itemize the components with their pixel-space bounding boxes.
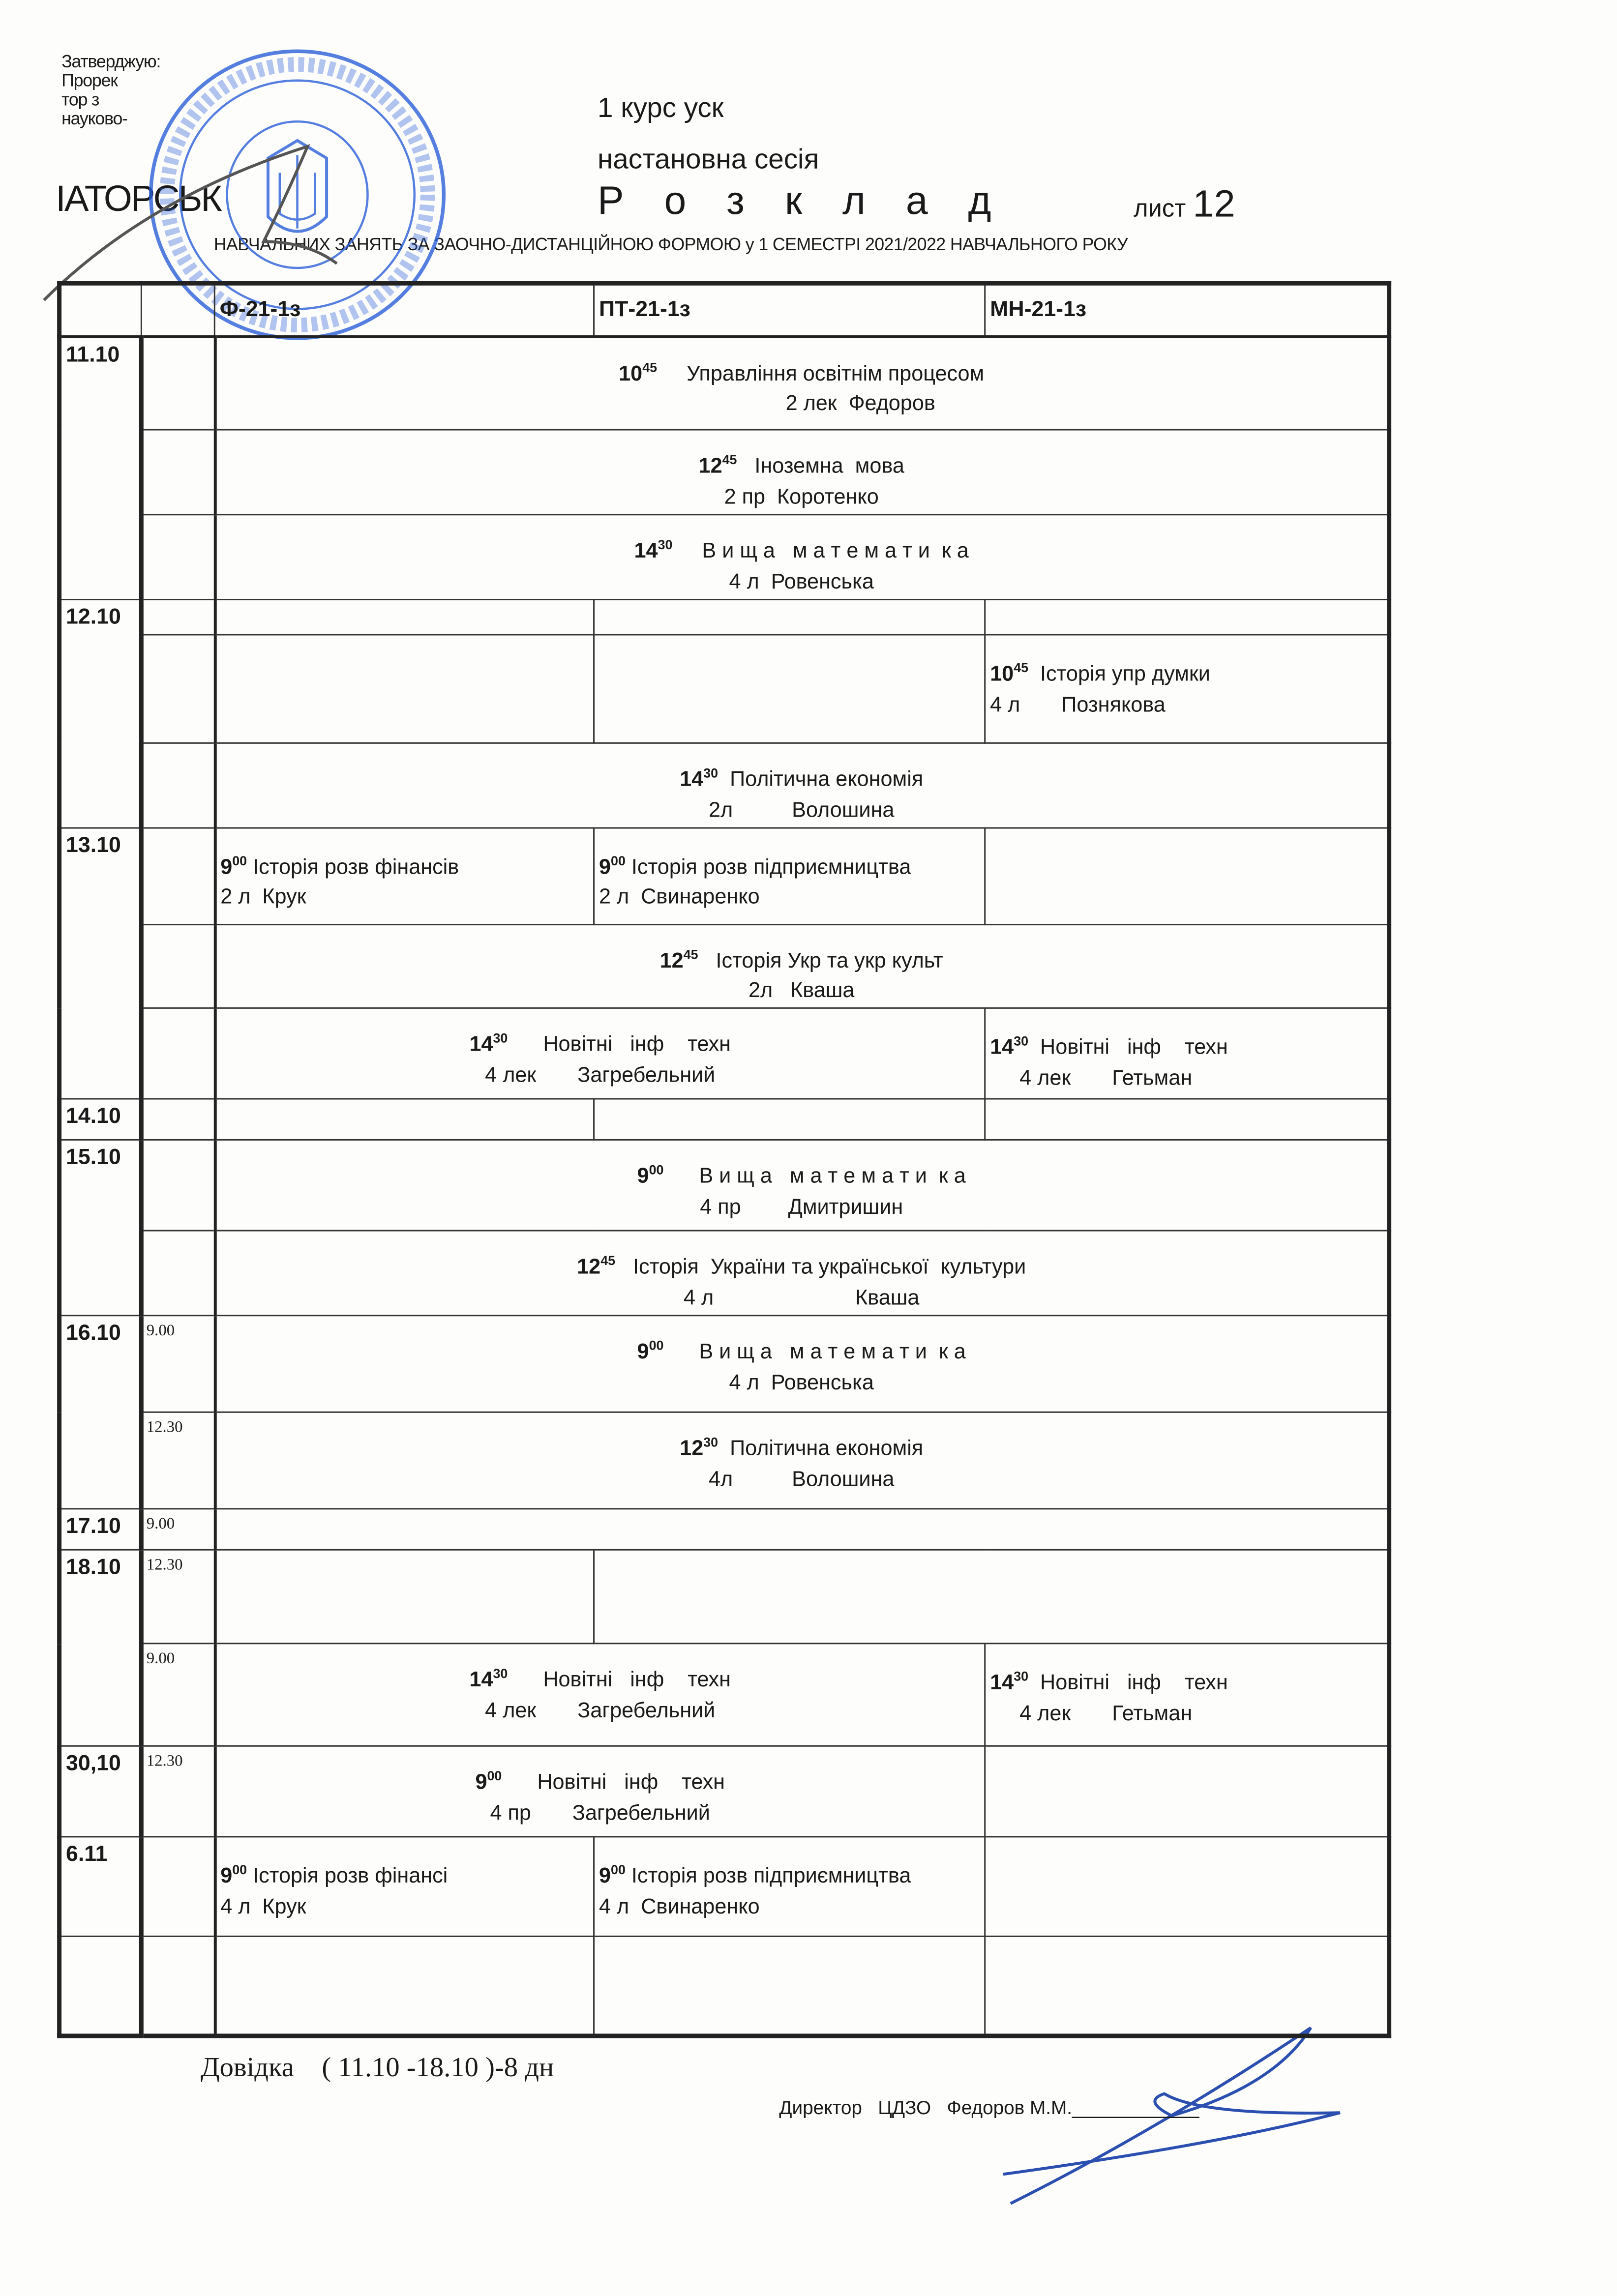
lesson-line	[220, 846, 593, 883]
empty-cell	[594, 599, 985, 634]
lesson-time: 14	[469, 1034, 493, 1058]
date-cell: 18.10	[60, 1550, 142, 1746]
group-header: ПТ-21-1з	[594, 283, 985, 336]
table-row	[60, 924, 1389, 1009]
time-cell	[141, 827, 214, 924]
lesson-details: 4 лек Гетьман	[990, 1067, 1193, 1091]
lesson-time: 12	[659, 949, 684, 973]
lesson-subject: Політична економія	[718, 1438, 924, 1462]
lesson-details: 4л Волошина	[708, 1469, 895, 1493]
time-cell	[141, 430, 214, 514]
approval-line: Прорек	[61, 70, 118, 91]
lesson-subject: В и щ а м а т е м а т и к а	[663, 1341, 966, 1365]
time-header	[141, 283, 214, 336]
lesson-details: 2 л Крук	[220, 886, 306, 910]
lesson-subject: Історія розв підприємництва	[625, 1865, 911, 1889]
lesson-cell	[594, 1837, 985, 1937]
lesson-cell	[214, 1141, 1389, 1232]
lesson-line	[216, 1659, 984, 1697]
table-row	[60, 634, 1389, 742]
empty-cell	[214, 634, 594, 742]
time-cell	[141, 1937, 214, 2036]
lesson-details: 4 лек Загребельний	[485, 1064, 716, 1089]
lesson-cell	[214, 1746, 985, 1837]
lesson-time-minutes: 00	[649, 1163, 664, 1178]
date-cell	[60, 1937, 142, 2036]
date-cell: 15.10	[60, 1141, 142, 1316]
document-title: Р о з к л а д	[598, 178, 1006, 223]
table-row	[60, 336, 1389, 430]
time-cell: 9.00	[141, 1509, 214, 1550]
lesson-time-minutes: 00	[649, 1338, 664, 1354]
lesson-time-minutes: 30	[1014, 1034, 1029, 1049]
lesson-details: 4 пр Загребельний	[490, 1802, 710, 1826]
date-cell: 16.10	[60, 1316, 142, 1509]
lesson-details: 2 л Свинаренко	[599, 886, 760, 910]
lesson-subject: Новітні інф техн	[1028, 1672, 1228, 1696]
lesson-line	[599, 883, 984, 914]
lesson-cell	[214, 1009, 985, 1100]
date-cell: 14.10	[60, 1099, 142, 1140]
lesson-line	[216, 352, 1387, 390]
lesson-time-minutes: 00	[487, 1769, 502, 1784]
lesson-cell	[214, 827, 594, 924]
lesson-line	[216, 1428, 1387, 1466]
sheet-number	[1134, 181, 1235, 227]
empty-cell	[594, 1550, 1389, 1644]
lesson-line	[216, 530, 1387, 568]
lesson-details: 2 пр Коротенко	[724, 486, 879, 509]
lesson-line	[216, 1156, 1387, 1194]
lesson-line	[216, 483, 1387, 514]
lesson-line	[216, 1024, 984, 1062]
lesson-cell	[214, 743, 1389, 827]
lesson-line	[599, 846, 984, 883]
time-cell: 9.00	[141, 1316, 214, 1413]
lesson-subject: Історія Укр та укр культ	[698, 949, 943, 973]
lesson-cell	[214, 1316, 1389, 1413]
lesson-details: 2л Волошина	[708, 798, 895, 823]
time-cell	[141, 599, 214, 634]
lesson-subject: В и щ а м а т е м а т и к а	[672, 539, 969, 563]
lesson-details: 2 лек Федоров	[667, 393, 935, 416]
sheet-value: 12	[1193, 181, 1235, 226]
lesson-time-minutes: 00	[232, 853, 247, 868]
note: Довідка ( 11.10 -18.10 )-8 дн	[200, 2053, 554, 2084]
schedule-table	[57, 281, 1391, 2039]
lesson-time-minutes: 00	[611, 853, 626, 868]
lesson-line	[216, 1762, 984, 1799]
table-row	[60, 514, 1389, 599]
table-row	[60, 430, 1389, 514]
lesson-cell	[214, 1644, 985, 1746]
date-cell: 12.10	[60, 599, 142, 827]
lesson-time-minutes: 30	[703, 1435, 719, 1450]
lesson-time: 9	[599, 1865, 611, 1889]
lesson-time-minutes: 45	[722, 452, 737, 467]
lesson-subject: Політична економія	[718, 768, 924, 792]
lesson-cell	[594, 827, 985, 924]
time-cell: 12.30	[141, 1550, 214, 1644]
table-row	[60, 599, 1389, 634]
empty-cell	[594, 634, 985, 742]
lesson-line	[599, 1893, 984, 1924]
empty-cell	[214, 1550, 594, 1644]
lesson-subject: Історія розв підприємництва	[625, 855, 911, 880]
sheet-label: лист	[1133, 195, 1186, 223]
lesson-time: 14	[634, 539, 658, 563]
lesson-line	[216, 758, 1387, 796]
date-header	[60, 283, 142, 336]
lesson-subject: Історія розв фінансі	[247, 1865, 448, 1889]
time-cell	[141, 1009, 214, 1100]
table-row	[60, 1009, 1389, 1100]
lesson-line	[216, 445, 1387, 483]
lesson-time: 9	[220, 1865, 233, 1889]
lesson-cell	[214, 336, 1389, 430]
lesson-line	[599, 1855, 984, 1893]
lesson-line	[216, 1466, 1387, 1497]
director-signature-line: Директор ЦДЗО Федоров М.М.____________	[779, 2096, 1199, 2119]
time-cell	[141, 1231, 214, 1316]
lesson-cell	[985, 1009, 1389, 1100]
lesson-subject: Іноземна мова	[737, 455, 904, 479]
group-header: Ф-21-1з	[214, 283, 594, 336]
lesson-line	[220, 1855, 593, 1893]
lesson-subject: Історія України та української культури	[615, 1257, 1026, 1280]
empty-cell	[594, 1099, 985, 1140]
document-subtitle: НАВЧАЛЬНИХ ЗАНЯТЬ ЗА ЗАОЧНО-ДИСТАНЦІЙНОЮ ФОРМОЮ у 1 СЕМЕСТРІ 2021/2022 НАВЧАЛЬНОГО РОКУ	[213, 234, 1128, 255]
table-row	[60, 1509, 1389, 1550]
empty-cell	[985, 599, 1389, 634]
lesson-line	[216, 1194, 1387, 1225]
empty-cell	[214, 599, 594, 634]
header-row	[60, 283, 1389, 336]
lesson-time-minutes: 30	[1014, 1669, 1029, 1684]
table-row	[60, 1141, 1389, 1232]
lesson-line	[216, 567, 1387, 598]
approval-line: тор з	[61, 89, 99, 110]
time-cell: 12.30	[141, 1413, 214, 1509]
lesson-line	[216, 1697, 984, 1728]
lesson-time: 9	[637, 1166, 649, 1190]
lesson-line	[216, 940, 1387, 977]
lesson-line	[990, 1700, 1387, 1731]
lesson-time-minutes: 30	[493, 1031, 508, 1046]
lesson-line	[990, 653, 1387, 691]
lesson-subject: Управління освітнім процесом	[657, 362, 985, 386]
lesson-line	[216, 1799, 984, 1830]
empty-cell	[985, 1746, 1389, 1837]
lesson-time: 14	[469, 1669, 493, 1693]
session-label: настановна сесія	[598, 145, 819, 176]
lesson-cell	[214, 1837, 594, 1937]
lesson-details: 4 л Познякова	[990, 693, 1166, 717]
lesson-time: 9	[220, 855, 233, 880]
lesson-subject: Новітні інф техн	[1028, 1037, 1228, 1061]
lesson-time-minutes: 30	[703, 765, 719, 780]
lesson-line	[990, 1027, 1387, 1065]
empty-cell	[985, 1937, 1389, 2036]
empty-cell	[985, 827, 1389, 924]
lesson-line	[220, 1893, 593, 1924]
date-cell: 11.10	[60, 336, 142, 599]
table-row	[60, 1937, 1389, 2036]
lesson-line	[990, 1662, 1387, 1700]
lesson-line	[990, 1065, 1387, 1096]
time-cell	[141, 743, 214, 827]
lesson-details: 4 л Ровенська	[729, 1372, 874, 1396]
lesson-time-minutes: 45	[600, 1254, 616, 1269]
lesson-time: 12	[698, 455, 722, 479]
table-row	[60, 1644, 1389, 1746]
organization-name: ІАТОРСЬК	[56, 178, 221, 220]
lesson-details: 4 лек Гетьман	[990, 1703, 1193, 1727]
table-row	[60, 1746, 1389, 1837]
lesson-cell	[985, 634, 1389, 742]
empty-cell	[214, 1099, 594, 1140]
table-row	[60, 1099, 1389, 1140]
lesson-time: 14	[990, 1037, 1014, 1061]
lesson-line	[216, 1369, 1387, 1400]
lesson-details: 4 пр Дмитришин	[700, 1196, 903, 1220]
lesson-time: 14	[680, 768, 704, 792]
approval-line: Затверджую:	[61, 51, 161, 72]
lesson-line	[216, 1331, 1387, 1369]
lesson-cell	[214, 1413, 1389, 1509]
empty-cell	[214, 1937, 594, 2036]
lesson-time: 12	[680, 1438, 704, 1462]
lesson-time: 10	[990, 663, 1014, 686]
lesson-subject: Новітні інф техн	[508, 1034, 731, 1058]
lesson-cell	[214, 924, 1389, 1009]
lesson-time-minutes: 30	[493, 1666, 508, 1681]
group-header: МН-21-1з	[985, 283, 1389, 336]
lesson-details: 4 л Ровенська	[729, 570, 874, 594]
lesson-line	[216, 977, 1387, 1008]
time-cell	[141, 1099, 214, 1140]
table-row	[60, 1837, 1389, 1937]
empty-cell	[985, 1099, 1389, 1140]
approval-line: науково-	[61, 108, 127, 129]
lesson-line	[990, 691, 1387, 722]
lesson-line	[216, 796, 1387, 827]
table-row	[60, 1231, 1389, 1316]
lesson-line	[220, 883, 593, 914]
lesson-time-minutes: 45	[642, 359, 658, 374]
lesson-time: 12	[577, 1257, 601, 1280]
lesson-time: 10	[619, 362, 643, 386]
lesson-time: 9	[475, 1771, 487, 1796]
lesson-line	[216, 1062, 984, 1093]
lesson-time-minutes: 45	[1014, 660, 1029, 675]
lesson-subject: Історія розв фінансів	[247, 855, 459, 880]
lesson-time: 14	[990, 1672, 1014, 1696]
lesson-time: 9	[637, 1341, 649, 1365]
empty-cell	[985, 1837, 1389, 1937]
lesson-time: 9	[599, 855, 611, 880]
lesson-line	[216, 390, 1387, 421]
lesson-time-minutes: 45	[683, 946, 698, 962]
time-cell	[141, 336, 214, 430]
lesson-subject: Новітні інф техн	[502, 1771, 725, 1796]
date-cell: 13.10	[60, 827, 142, 1099]
time-cell	[141, 514, 214, 599]
time-cell: 9.00	[141, 1644, 214, 1746]
lesson-details: 4 л Крук	[220, 1896, 306, 1920]
lesson-line	[216, 1285, 1387, 1316]
course-label: 1 курс уск	[598, 93, 724, 125]
time-cell	[141, 1837, 214, 1937]
lesson-subject: В и щ а м а т е м а т и к а	[663, 1166, 966, 1190]
empty-cell	[214, 1509, 1389, 1550]
table-row	[60, 743, 1389, 827]
lesson-cell	[985, 1644, 1389, 1746]
table-row	[60, 827, 1389, 924]
table-row	[60, 1316, 1389, 1413]
lesson-details: 4 л Свинаренко	[599, 1896, 760, 1920]
lesson-subject: Історія упр думки	[1028, 663, 1210, 686]
time-cell	[141, 634, 214, 742]
time-cell	[141, 924, 214, 1009]
lesson-cell	[214, 1231, 1389, 1316]
table-row	[60, 1550, 1389, 1644]
date-cell: 17.10	[60, 1509, 142, 1550]
lesson-details: 4 л Кваша	[683, 1287, 920, 1311]
lesson-cell	[214, 430, 1389, 514]
date-cell: 6.11	[60, 1837, 142, 1937]
time-cell	[141, 1141, 214, 1232]
lesson-details: 4 лек Загребельний	[485, 1700, 716, 1724]
lesson-time-minutes: 00	[232, 1862, 247, 1878]
date-cell: 30,10	[60, 1746, 142, 1837]
lesson-details: 2л Кваша	[748, 980, 855, 1004]
empty-cell	[594, 1937, 985, 2036]
lesson-time-minutes: 30	[658, 537, 673, 552]
lesson-cell	[214, 514, 1389, 599]
table-row	[60, 1413, 1389, 1509]
lesson-subject: Новітні інф техн	[508, 1669, 731, 1693]
lesson-line	[216, 1247, 1387, 1285]
time-cell: 12.30	[141, 1746, 214, 1837]
lesson-time-minutes: 00	[611, 1862, 626, 1878]
